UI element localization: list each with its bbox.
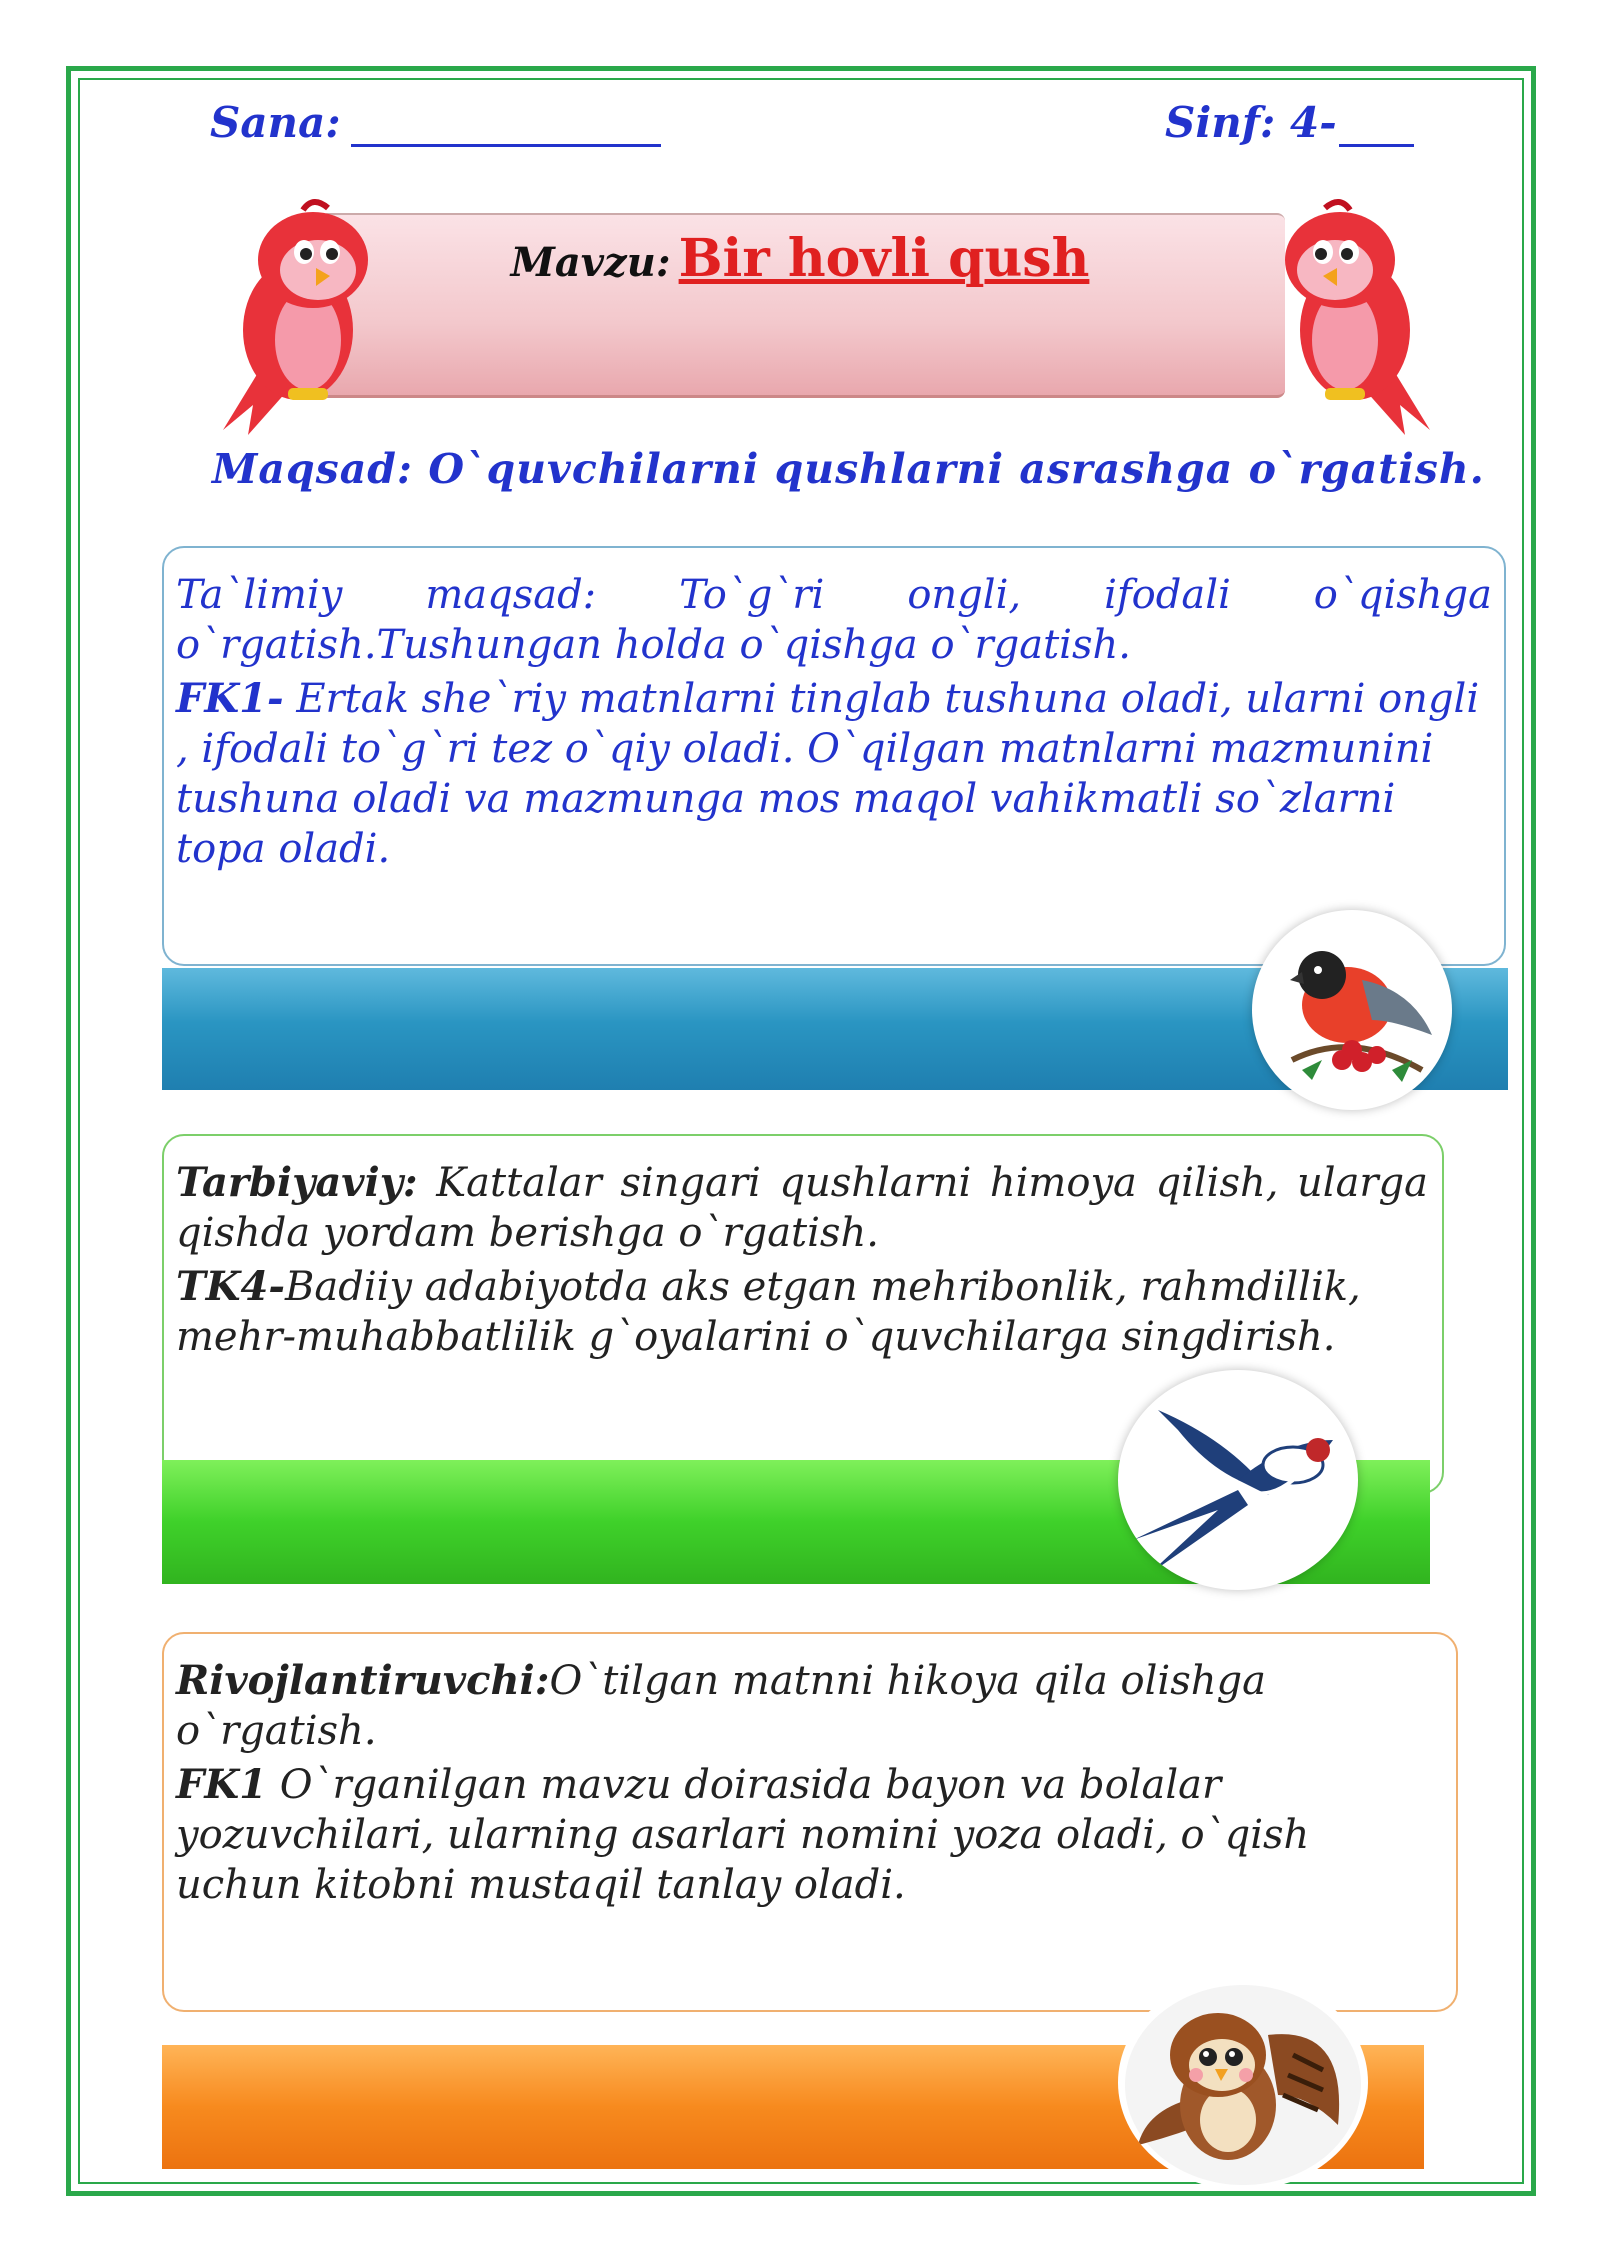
topic-label: Mavzu:	[510, 239, 671, 286]
sparrow-icon	[1118, 1975, 1368, 2190]
goal-statement: Maqsad: O`quvchilarni qushlarni asrashga o`rgatish.	[212, 445, 1485, 493]
cartoon-red-bird-icon	[218, 190, 388, 440]
educational-goal-paragraph: Ta`limiy maqsad: To`g`ri ongli, ifodali o`qishga o`rgatish.Tushungan holda o`qishga o`rgatish.	[176, 572, 1492, 668]
topic-title: Bir hovli qush	[678, 228, 1090, 289]
development-paragraph	[176, 1656, 1446, 1756]
upbringing-text: Kattalar singari qushlarni himoya qilish, ularga qishda yordam berishga o`rgatish.	[176, 1160, 1428, 1256]
fk1-label: FK1-	[176, 675, 284, 722]
fk1-text: Ertak she`riy matnlarni tinglab tushuna oladi, ularni ongli , ifodali to`g`ri tez o`qiy oladi. O`qilgan matnlarni mazmunini tushuna oladi va mazmunga mos maqol vahikmatli so`zlarni topa oladi.	[176, 676, 1480, 872]
swallow-icon	[1118, 1370, 1358, 1590]
class-field	[1165, 98, 1414, 147]
development-text: O`tilgan matnni hikoya qila olishga o`rgatish.	[176, 1658, 1266, 1754]
tk4-text: Badiiy adabiyotda aks etgan mehribonlik, rahmdillik, mehr-muhabbatlilik g`oyalarini o`quvchilarga singdirish.	[176, 1264, 1361, 1360]
class-label: Sinf: 4-	[1165, 98, 1337, 147]
fk1-development-paragraph	[176, 1760, 1446, 1910]
tk4-paragraph	[176, 1262, 1428, 1362]
class-blank-line	[1339, 104, 1414, 147]
upbringing-goal-text	[176, 1158, 1428, 1366]
development-goal-text	[176, 1656, 1446, 1914]
tk4-label: TK4-	[176, 1263, 285, 1310]
fk1-development-text: O`rganilgan mavzu doirasida bayon va bolalar yozuvchilari, ularning asarlari nomini yoza oladi, o`qish uchun kitobni mustaqil tanlay oladi.	[176, 1762, 1310, 1908]
upbringing-label: Tarbiyaviy:	[176, 1159, 418, 1206]
fk1-paragraph	[176, 674, 1492, 874]
cartoon-red-bird-icon	[1265, 190, 1435, 440]
fk1-development-label: FK1	[176, 1761, 267, 1808]
date-blank-line	[351, 104, 661, 147]
bullfinch-icon	[1252, 910, 1452, 1110]
date-label: Sana:	[210, 98, 341, 147]
educational-goal-text	[176, 570, 1492, 878]
date-field	[210, 98, 661, 147]
upbringing-paragraph	[176, 1158, 1428, 1258]
development-label: Rivojlantiruvchi:	[176, 1657, 550, 1704]
